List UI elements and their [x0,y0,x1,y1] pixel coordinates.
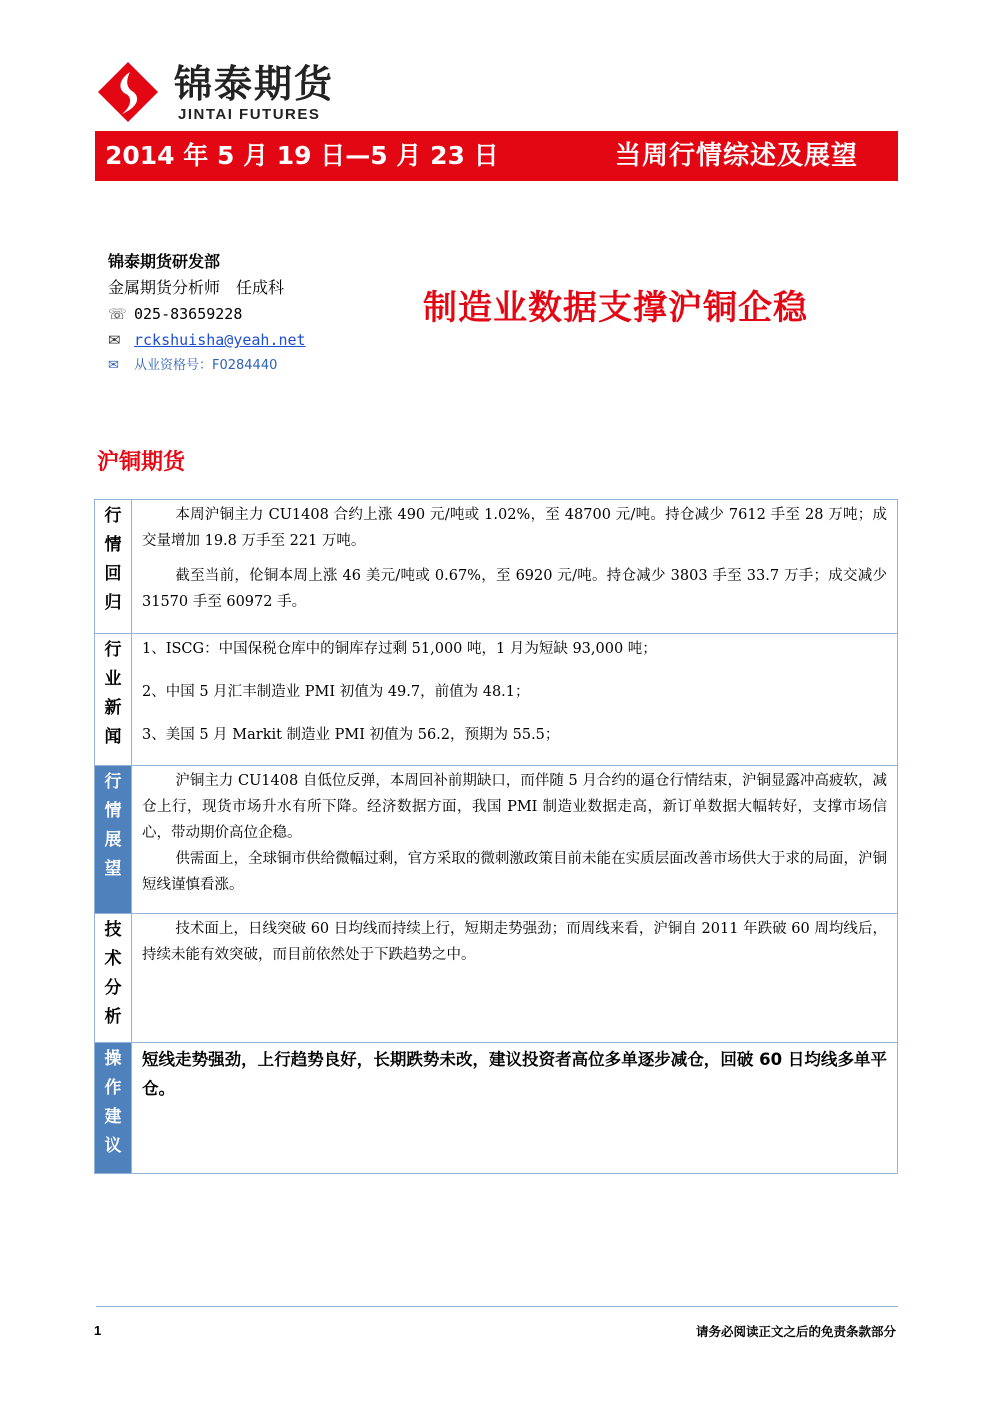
label-char: 行 [104,506,122,526]
technical-content [132,914,898,1043]
label-outlook [95,766,132,914]
phone-number: 025-83659228 [134,305,243,323]
logo-cn-text: 锦泰期货 [174,62,335,106]
news-item-3: 3、美国 5 月 Markit 制造业 PMI 初值为 56.2，预期为 55.5； [142,727,560,743]
technical-paragraph-1: 技术面上，日线突破 60 日均线而持续上行，短期走势强劲；而周线来看，沪铜自 2011 年跌破 60 周均线后，持续未能有效突破，而目前依然处于下跌趋势之中。 [142,921,887,963]
label-char: 归 [104,593,122,613]
news-item-2: 2、中国 5 月汇丰制造业 PMI 初值为 49.7，前值为 48.1； [142,684,530,700]
label-technical [95,914,132,1043]
table-row-review [95,500,898,634]
label-char: 析 [104,1007,122,1027]
header-banner [95,131,898,181]
envelope-small-icon: ✉ [108,358,119,373]
news-content [132,634,898,766]
label-advice [95,1043,132,1174]
disclaimer-text: 请务必阅读正文之后的免责条款部分 [695,1324,896,1339]
department: 锦泰期货研发部 [108,252,221,271]
label-char: 情 [104,535,122,555]
report-headline: 制造业数据支撑沪铜企稳 [423,288,808,328]
advice-content [132,1043,898,1174]
label-char: 技 [104,920,122,940]
table-row-advice [95,1043,898,1174]
banner-date-range: 2014 年 5 月 19 日—5 月 23 日 [105,141,499,170]
news-item-1: 1、ISCG：中国保税仓库中的铜库存过剩 51,000 吨，1 月为短缺 93,000 吨； [142,641,657,657]
label-char: 情 [104,801,122,821]
table-row-technical [95,914,898,1043]
logo-en-text: JINTAI FUTURES [178,106,321,123]
banner-title: 当周行情综述及展望 [614,141,858,171]
license-number: 从业资格号：F0284440 [134,358,278,373]
label-char: 新 [104,698,122,718]
label-char: 分 [104,978,122,998]
report-table [94,499,898,1174]
page-number: 1 [94,1323,102,1338]
label-char: 建 [104,1107,122,1127]
label-char: 作 [104,1078,122,1098]
logo-mark-icon [96,60,160,124]
email-row [108,330,306,350]
email-link[interactable]: rckshuisha@yeah.net [134,331,306,349]
label-char: 展 [104,830,122,850]
phone-icon: ☏ [108,305,127,323]
label-char: 回 [104,564,122,584]
label-char: 操 [104,1049,122,1069]
review-paragraph-2: 截至当前，伦铜本周上涨 46 美元/吨或 0.67%，至 6920 元/吨。持仓减少 3803 手至 33.7 万手；成交减少 31570 手至 60972 手。 [142,568,887,610]
table-row-news [95,634,898,766]
section-title: 沪铜期货 [97,450,186,475]
label-review [95,500,132,634]
advice-text: 短线走势强劲，上行趋势良好，长期跌势未改，建议投资者高位多单逐步减仓，回破 60 日均线多单平仓。 [142,1050,887,1098]
label-char: 业 [104,669,122,689]
table-row-outlook [95,766,898,914]
label-char: 闻 [104,727,122,747]
review-content [132,500,898,634]
label-char: 术 [104,949,122,969]
analyst-name: 金属期货分析师 任成科 [108,278,285,297]
outlook-paragraph-1: 沪铜主力 CU1408 自低位反弹，本周回补前期缺口，而伴随 5 月合约的逼仓行情结束，沪铜显露冲高疲软，减仓上行，现货市场升水有所下降。经济数据方面，我国 PMI 制造业数据走高，新订单数据大幅转好，支撑市场信心，带动期价高位企稳。 [142,773,887,841]
label-news [95,634,132,766]
review-paragraph-1: 本周沪铜主力 CU1408 合约上涨 490 元/吨或 1.02%，至 48700 元/吨。持仓减少 7612 手至 28 万吨；成交量增加 19.8 万手至 221 万吨。 [142,507,887,549]
label-char: 行 [104,772,122,792]
label-char: 行 [104,640,122,660]
outlook-paragraph-2: 供需面上，全球铜市供给微幅过剩，官方采取的微刺激政策目前未能在实质层面改善市场供大于求的局面，沪铜短线谨慎看涨。 [142,851,887,893]
license-row [108,356,277,376]
outlook-content [132,766,898,914]
label-char: 望 [104,859,122,879]
phone-row [108,304,242,324]
envelope-icon: ✉ [108,331,121,349]
label-char: 议 [104,1136,122,1156]
footer-divider [96,1306,898,1307]
